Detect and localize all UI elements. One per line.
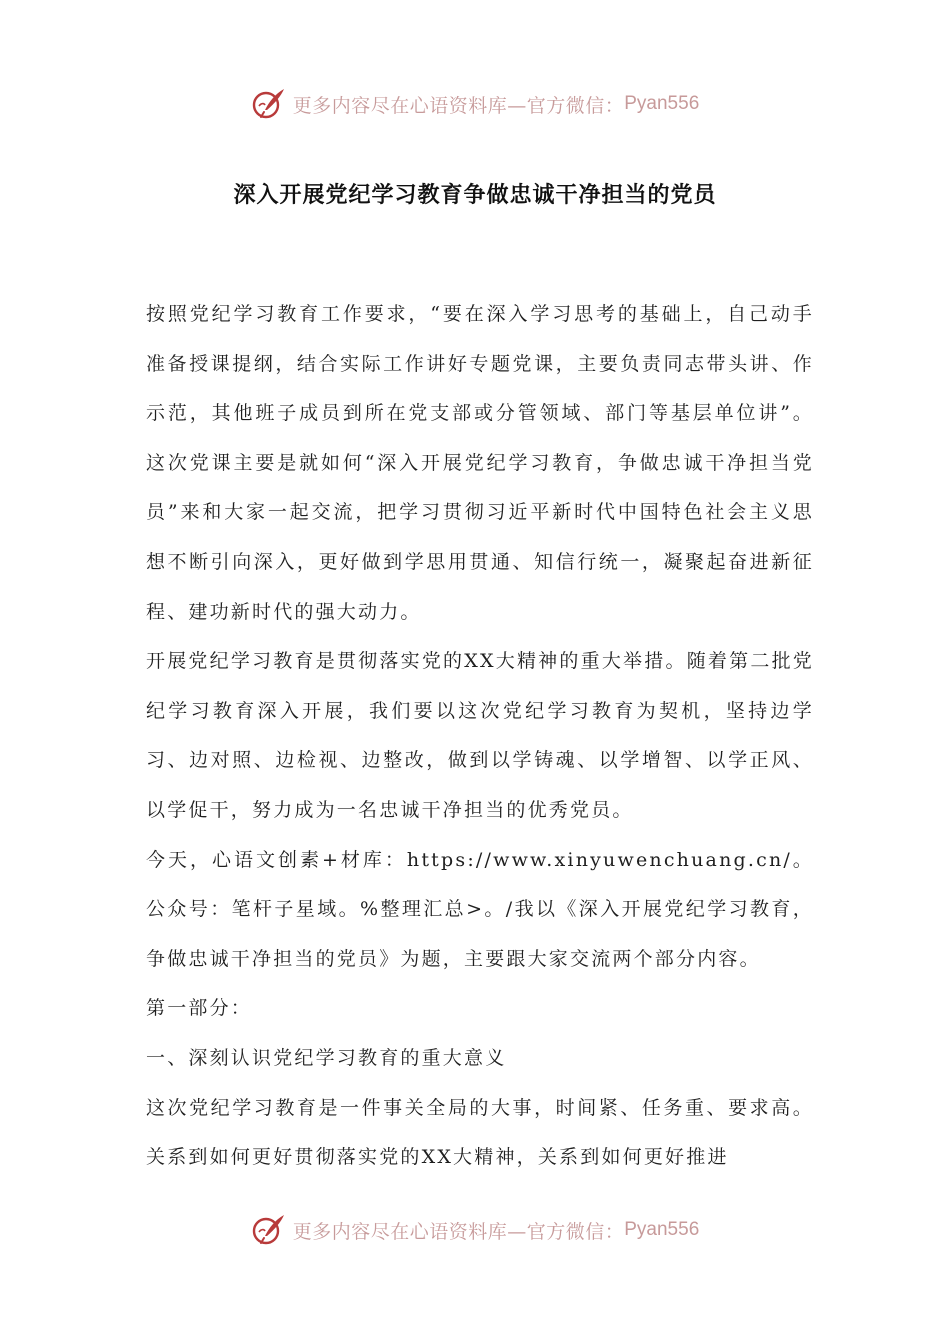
header-banner <box>0 82 950 126</box>
paragraph: 按照党纪学习教育工作要求，“要在深入学习思考的基础上，自己动手准备授课提纲，结合实际工作讲好专题党课，主要负责同志带头讲、作示范，其他班子成员到所在党支部或分管领域、部门等基层单位讲”。这次党课主要是就如何“深入开展党纪学习教育，争做忠诚干净担当党员”来和大家一起交流，把学习贯彻习近平新时代中国特色社会主义思想不断引向深入，更好做到学思用贯通、知信行统一，凝聚起奋进新征程、建功新时代的强大动力。 <box>146 303 814 623</box>
paragraph: 开展党纪学习教育是贯彻落实党的XX大精神的重大举措。随着第二批党纪学习教育深入开展，我们要以这次党纪学习教育为契机，坚持边学习、边对照、边检视、边整改，做到以学铸魂、以学增智、以学正风、以学促干，努力成为一名忠诚干净担当的优秀党员。 <box>146 650 814 821</box>
header-banner-text: 更多内容尽在心语资料库—官方微信： <box>292 94 625 117</box>
header-wechat-id: Pyan556 <box>624 93 700 114</box>
footer-wechat-id: Pyan556 <box>624 1219 700 1240</box>
document-body <box>146 290 814 1183</box>
paragraph: 今天，心语文创素+材库：https://www.xinyuwenchuang.cn/。公众号：笔杆子星域。%整理汇总>。/我以《深入开展党纪学习教育，争做忠诚干净担当的党员》为题，主要跟大家交流两个部分内容。 <box>146 848 814 970</box>
footer-banner-text: 更多内容尽在心语资料库—官方微信： <box>292 1220 625 1243</box>
document-title: 深入开展党纪学习教育争做忠诚干净担当的党员 <box>233 183 717 208</box>
quill-logo-icon <box>251 86 287 122</box>
section-heading: 一、深刻认识党纪学习教育的重大意义 <box>146 1046 507 1069</box>
quill-logo-icon <box>251 1212 287 1248</box>
paragraph: 这次党纪学习教育是一件事关全局的大事，时间紧、任务重、要求高。关系到如何更好贯彻落实党的XX大精神，关系到如何更好推进 <box>146 1096 814 1169</box>
footer-banner <box>0 1208 950 1252</box>
paragraph: 第一部分： <box>146 997 253 1020</box>
